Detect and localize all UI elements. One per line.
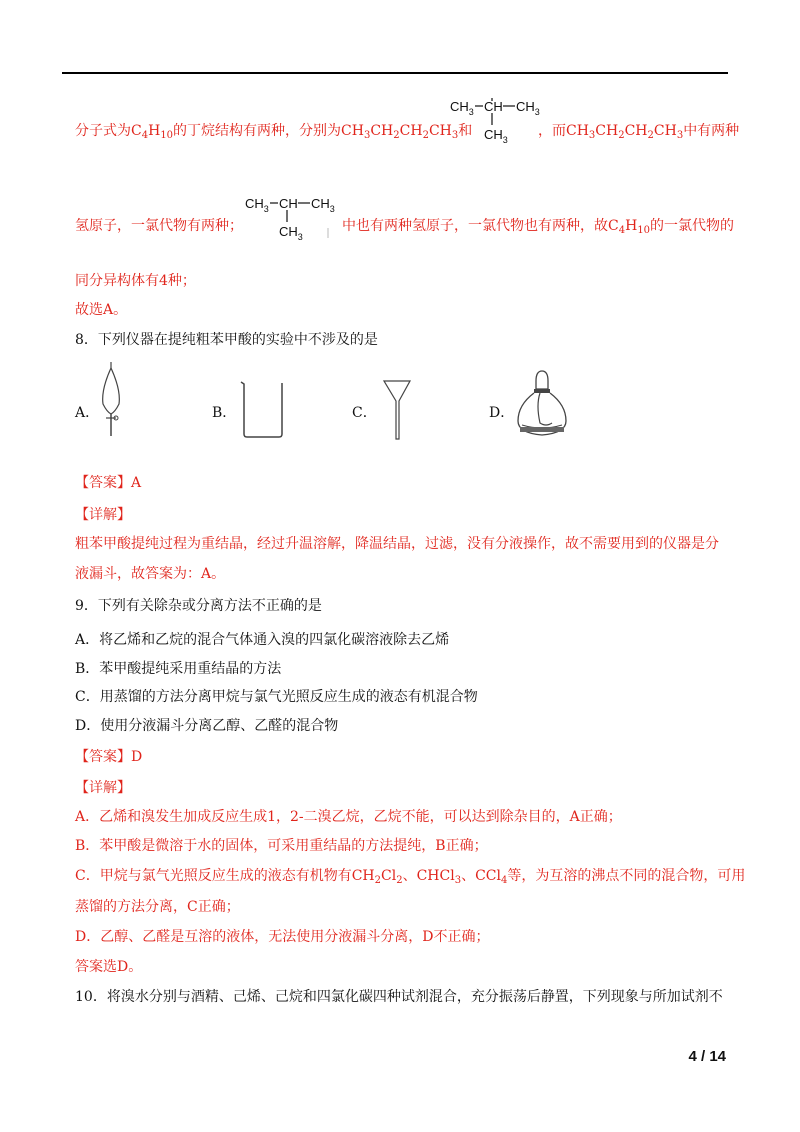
svg-text:CH3: $CH_3$ (279, 224, 303, 242)
header-rule (62, 72, 728, 74)
option-d-label: D． (489, 405, 515, 421)
q9-option-d: D．使用分液漏斗分离乙醇、乙醛的混合物 (75, 718, 339, 734)
text-line-1b: ，而$CH_3CH_2CH_2CH_3$中有两种 (538, 123, 740, 141)
q9-option-a: A．将乙烯和乙烷的混合气体通入溴的四氯化碳溶液除去乙烯 (75, 632, 450, 648)
question-9: 9．下列有关除杂或分离方法不正确的是 (75, 598, 322, 614)
option-c-label: C． (352, 405, 377, 421)
option-a-label: A． (75, 405, 100, 421)
funnel-icon (380, 375, 420, 449)
q9-explanation-6: 答案选D。 (75, 959, 143, 975)
svg-text:CH3: $CH_3$ (450, 99, 474, 117)
q9-explanation-3: C．甲烷与氯气光照反应生成的液态有机物有$CH_2Cl_2$、CHCl$_3$、CCl$_4$等，为互溶的沸点不同的混合物，可用 (75, 868, 746, 886)
q9-option-b: B．苯甲酸提纯采用重结晶的方法 (75, 661, 282, 677)
page-number: 4 / 14 (688, 1048, 726, 1065)
q9-explanation-5: D．乙醇、乙醛是互溶的液体，无法使用分液漏斗分离，D不正确； (75, 929, 490, 945)
svg-text:CH3: $CH_3$ (484, 127, 508, 145)
svg-text:CH: CH (279, 196, 298, 211)
question-8: 8．下列仪器在提纯粗苯甲酸的实验中不涉及的是 (75, 332, 378, 348)
text-line-1: 分子式为$C_4H_{10}$的丁烷结构有两种，分别为$CH_3CH_2CH_2CH_3$和 (75, 123, 473, 141)
q8-explanation-1: 粗苯甲酸提纯过程为重结晶，经过升温溶解，降温结晶，过滤，没有分液操作，故不需要用到的仪器是分 (75, 536, 719, 552)
separatory-funnel-icon (95, 360, 135, 444)
q9-explanation-2: B．苯甲酸是微溶于水的固体，可采用重结晶的方法提纯，B正确； (75, 838, 488, 854)
text-line-4: 故选A。 (75, 302, 128, 318)
q9-detail-heading: 【详解】 (75, 780, 131, 796)
svg-text:CH: CH (484, 99, 503, 114)
q9-option-c: C．用蒸馏的方法分离甲烷与氯气光照反应生成的液态有机混合物 (75, 689, 478, 705)
option-b-label: B． (212, 405, 237, 421)
q8-answer: 【答案】A (75, 475, 142, 491)
q9-explanation-4: 蒸馏的方法分离，C正确； (75, 899, 240, 915)
beaker-icon (238, 380, 288, 444)
svg-text:CH3: $CH_3$ (245, 196, 269, 214)
text-line-2: 氢原子，一氯代物有两种； (75, 218, 243, 234)
question-10: 10．将溴水分别与酒精、己烯、己烷和四氯化碳四种试剂混合，充分振荡后静置，下列现象与所加试剂不 (75, 989, 723, 1005)
q9-explanation-1: A．乙烯和溴发生加成反应生成1，2-二溴乙烷，乙烷不能，可以达到除杂目的，A正确； (75, 809, 622, 825)
text-line-2b: 中也有两种氢原子，一氯代物也有两种，故$C_4H_{10}$的一氯代物的 (342, 218, 735, 236)
q8-detail-heading: 【详解】 (75, 507, 131, 523)
text-line-3: 同分异构体有4种； (75, 273, 196, 289)
isobutane-structure-2 (243, 192, 338, 246)
alcohol-lamp-icon (512, 365, 572, 449)
q8-explanation-2: 液漏斗，故答案为：A。 (75, 566, 226, 582)
q9-answer: 【答案】D (75, 749, 143, 765)
isobutane-structure-1 (448, 95, 543, 149)
svg-text:CH3: $CH_3$ (311, 196, 335, 214)
svg-text:CH3: $CH_3$ (516, 99, 540, 117)
